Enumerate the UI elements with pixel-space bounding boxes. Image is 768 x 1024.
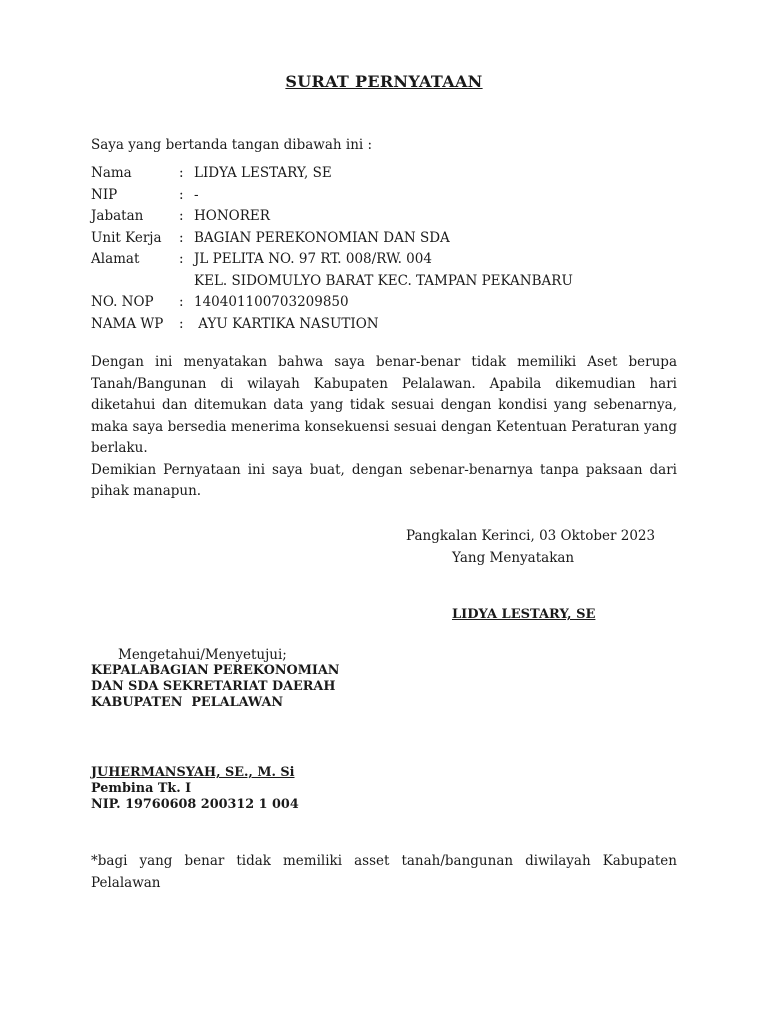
- intro-text: Saya yang bertanda tangan dibawah ini :: [91, 137, 373, 153]
- field-colon: :: [179, 229, 184, 246]
- field-row-position: [91, 206, 573, 228]
- office-line: KABUPATEN PELALAWAN: [91, 695, 284, 710]
- field-row-work-unit: [91, 228, 573, 250]
- declarant-name: LIDYA LESTARY, SE: [452, 607, 596, 622]
- official-nip: NIP. 19760608 200312 1 004: [91, 797, 299, 812]
- field-colon: :: [179, 186, 184, 203]
- field-value: AYU KARTIKA NASUTION: [194, 315, 379, 332]
- field-value: KEL. SIDOMULYO BARAT KEC. TAMPAN PEKANBARU: [194, 272, 573, 289]
- field-label: Unit Kerja: [91, 229, 162, 246]
- declarant-label: Yang Menyatakan: [452, 550, 575, 566]
- field-value: JL PELITA NO. 97 RT. 008/RW. 004: [194, 251, 432, 267]
- field-label: NAMA WP: [91, 315, 164, 332]
- document-title: SURAT PERNYATAAN: [285, 72, 483, 91]
- field-colon-empty: [179, 271, 194, 293]
- statement-paragraph: Dengan ini menyatakan bahwa saya benar-benar tidak memiliki Aset berupa Tanah/Bangunan di wilayah Kabupaten Pelalawan. Apabila dikemudian hari diketahui dan ditemukan data yang tidak sesuai dengan kondisi yang sebenarnya, maka saya bersedia menerima konsekuensi sesuai dengan Ketentuan Peraturan yang berlaku.: [91, 354, 677, 456]
- acknowledgement-label: Mengetahui/Menyetujui;: [118, 647, 287, 663]
- official-rank: Pembina Tk. I: [91, 781, 192, 796]
- field-label: [91, 271, 179, 293]
- field-label: Nama: [91, 165, 132, 181]
- field-label: NIP: [91, 186, 118, 203]
- official-block: [91, 765, 299, 813]
- statement-body: [91, 352, 677, 503]
- field-value: LIDYA LESTARY, SE: [194, 165, 332, 181]
- field-colon: :: [179, 208, 184, 224]
- place-date: Pangkalan Kerinci, 03 Oktober 2023: [406, 528, 656, 544]
- field-label: NO. NOP: [91, 294, 154, 310]
- office-line: DAN SDA SEKRETARIAT DAERAH: [91, 679, 336, 694]
- field-row-taxpayer: [91, 314, 573, 336]
- identity-fields: [91, 163, 573, 335]
- field-label: Alamat: [91, 251, 140, 267]
- field-value: -: [194, 186, 199, 203]
- acknowledgement-block: [91, 647, 339, 711]
- field-label: Jabatan: [91, 208, 144, 224]
- field-row-name: [91, 163, 573, 185]
- field-value: BAGIAN PEREKONOMIAN DAN SDA: [194, 229, 450, 246]
- field-colon: :: [179, 251, 184, 267]
- field-row-address: [91, 249, 573, 271]
- office-line: KEPALABAGIAN PEREKONOMIAN: [91, 663, 340, 678]
- official-name: JUHERMANSYAH, SE., M. Si: [91, 765, 295, 780]
- field-row-address-continued: [91, 271, 573, 293]
- field-row-nip: [91, 185, 573, 207]
- field-value: HONORER: [194, 208, 270, 224]
- footnote: *bagi yang benar tidak memiliki asset tanah/bangunan diwilayah Kabupaten Pelalawan: [91, 853, 677, 891]
- closing-paragraph: Demikian Pernyataan ini saya buat, dengan sebenar-benarnya tanpa paksaan dari pihak manapun.: [91, 461, 677, 499]
- field-value: 140401100703209850: [194, 294, 349, 310]
- field-colon: :: [179, 315, 184, 332]
- field-colon: :: [179, 294, 184, 310]
- field-colon: :: [179, 165, 184, 181]
- field-row-nop: [91, 292, 573, 314]
